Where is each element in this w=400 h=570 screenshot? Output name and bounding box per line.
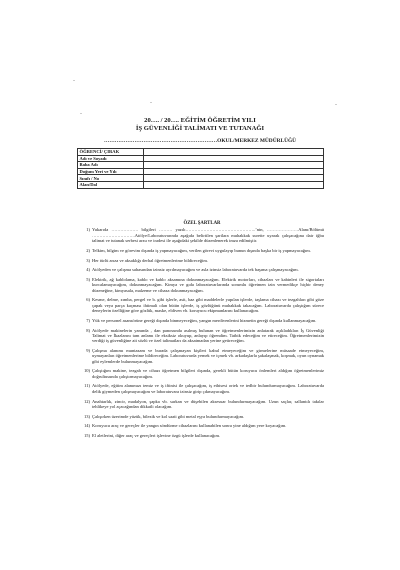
rule-item — [80, 433, 324, 438]
rule-text: Yük ve personel asansörüne gereği dışında binmeyeceğim, yangın merdivenlerini hizmetin gereği dışında kullanmayacağım. — [92, 317, 317, 323]
rule-text: Elektrik, ağ kablolama, kablo ve kablo aksamına dokunmayacağım. Elektrik motorları, cihazları ve kabinleri ile sigortaları kurcalamayacağım, dokunmayacağım. Kimya ve gıda laboratuvarlarında sorumlu öğretmen izin vermedikçe hiçbir deney düzeneğine, kimyasala, malzeme ve cihaza dokunmayacağım. — [92, 276, 324, 293]
rule-number: 8) — [86, 327, 90, 333]
table-row — [78, 168, 324, 175]
rule-text: Koruyucu araç ve gereçler ile yangın söndürme cihazlarını kullanabilen sonra yine aldığım yere koyacağım. — [92, 423, 287, 429]
rule-number: 13) — [84, 413, 90, 419]
section-title: ÖZEL ŞARTLAR — [183, 221, 221, 226]
rule-item — [80, 248, 324, 253]
rule-item — [80, 414, 324, 419]
table-row — [78, 149, 324, 156]
table-row — [78, 175, 324, 182]
field-label: Adı ve Soyadı — [78, 155, 144, 162]
field-label: Sınıfı / No — [78, 175, 144, 182]
rule-text: Telkim, bilgim ve görevim dışında iş yapmayacağım, verilen görevi uygulayıp bunun dışında başka bir iş yapmayacağım. — [92, 247, 311, 253]
rule-text: Atölyede makinelerin yanında , dan panosunda asılmış bulunan ve öğretmenlerimizin anlatarak açıkladıkları İş Güvenliği Talimat ve İkazlarını tam anlamı ile eksiksiz okuyup, anlayıp öğrendim. Tatbik edeceğim ve etireceğim. Öğretmenlerimizin verdiği iş güvenliğine ait sözlü ve özel talimatları da aksatmadan yerine getireceğim. — [92, 327, 324, 344]
table-heading: ÖĞRENCİ/ ÇIRAK — [78, 149, 144, 156]
rule-number: 12) — [84, 398, 90, 404]
rule-text: Çalışırken üzerimde yüzük, bilezik ve kol saati gibi metal eşya bulundurmayacağım. — [92, 413, 245, 419]
rule-item — [80, 227, 324, 243]
table-row — [78, 155, 324, 162]
rule-number: 11) — [84, 383, 90, 389]
field-value — [144, 168, 324, 175]
rule-number: 14) — [84, 423, 90, 429]
scan-mark: - — [73, 78, 75, 84]
rule-item — [80, 277, 324, 293]
rule-text: Anahtarlık, zincir, madalyon, şapka vb. sarkan ve düşebilen aksesuar bulundurmayacağım. Uzun saçlar, sallantılı takılar tehlikeye yol açacağından dikkatli olacağım. — [92, 398, 324, 409]
rule-text: El aletlerini, diğer araç ve gereçleri işlevine özgü işlerde kullanacağım. — [92, 433, 221, 439]
doc-title: İŞ GÜVENLİĞİ TALİMATI VE TUTANAĞI — [135, 125, 265, 132]
rule-text: Çalıştığım makine, tezgah ve cihazı öğretmen bilgileri dışında, gerekli bütün koruyucu önlemleri aldığım öğretmenlerimiz doğrultusunda çalıştırmayacağım. — [92, 368, 324, 379]
rule-item — [80, 399, 324, 410]
table-row — [78, 162, 324, 169]
rule-number: 10) — [84, 368, 90, 374]
rule-item — [80, 258, 324, 263]
field-label: Baba Adı — [78, 162, 144, 169]
rule-number: 4) — [86, 267, 90, 273]
school-line: ………………………………………………………OKUL/MERKEZ MÜDÜRLÜĞÜ — [103, 138, 297, 144]
field-value — [144, 162, 324, 169]
rule-item — [80, 318, 324, 323]
rule-number: 9) — [86, 347, 90, 353]
rule-item — [80, 383, 324, 394]
table-row — [78, 181, 324, 188]
rule-list — [80, 227, 324, 438]
rule-text: Atölyeden ve çalışma sahasından izinsiz ayrılmayacağım ve asla izinsiz laboratuvarda tek başıma çalışmayacağım. — [92, 267, 299, 273]
field-value — [144, 175, 324, 182]
rule-number: 7) — [86, 317, 90, 323]
special-conditions — [80, 221, 324, 443]
rule-number: 1) — [86, 227, 90, 233]
rule-number: 6) — [86, 297, 90, 303]
rule-item — [80, 297, 324, 313]
scan-mark: - — [150, 100, 152, 106]
rule-text: Yukarıda ……………… bilgileri ……… yazılı………………………………………..’nin, …………………Alanı/Bölümü ………………………..Atölye/Laboratuvarında aşağıda belirtilen şartlara muhakkak surette uyarak çalışacağına dair iğbu talimat ve tutanak serbest arzu ve iradesi ile aşağıdaki şekilde düzenlenerek imza edilmiştir. — [92, 227, 324, 244]
rule-item — [80, 368, 324, 379]
student-info-table — [77, 148, 324, 189]
rule-number: 15) — [84, 433, 90, 439]
doc-title-year: 20…. / 20…. EĞİTİM ÖĞRETİM YILI — [144, 117, 256, 124]
rule-text: Atölyede, eğitim alanımızı temiz ve iş iftinisi ile çalışacağım, iş ethisesi ortek ve tedbir bulundurmayacağım. Laboratuvarda delik giymeden çalışmayacağım ve laboratuvara izinsiz girip çıkmayacağım. — [92, 383, 324, 394]
scan-mark: - — [80, 111, 82, 117]
rule-number: 3) — [86, 257, 90, 263]
field-value — [144, 155, 324, 162]
rule-item — [80, 328, 324, 344]
rule-item — [80, 267, 324, 272]
field-label: Alan/Dal — [78, 181, 144, 188]
rule-number: 2) — [86, 247, 90, 253]
field-value — [144, 181, 324, 188]
rule-item — [80, 423, 324, 428]
rule-number: 5) — [86, 276, 90, 282]
rule-item — [80, 348, 324, 364]
scan-mark: - — [335, 102, 337, 108]
rule-text: Kesme, delme, zımba, pergel ve b. gibi işlerle, asit, baz gibi maddelerle yapılan işlerde, taşlama cihazı ve tezgahları gibi göze çapak veya parça kaçması ihtimali olan bütün işlerde, iş gözlüğünü muhakkak takacağım. Laboratuvarda çalıştığım sürece deneylerin özelliğine göre gözlük, maske, eldiven vb. koruyucu ekipmanlarını kullanacağım. — [92, 297, 324, 314]
field-label: Doğum Yeri ve Yılı — [78, 168, 144, 175]
table-value — [144, 149, 324, 156]
rule-text: Çalışma alanımı muntazam ve burada çalışmayan kişileri kabul etmeyeceğim ve girmelerine müsaade etmeyeceğim, uymayanları öğretmenlerime bildireceğim. Laboratuvarda yemek ve içmek vb. arkadaşlarla şakalaşmak, koşmak, oyun oynamak gibi eylemlerde bulunmayacağım. — [92, 347, 324, 364]
rule-text: Her türlü arıza ve aksaklığı derhal öğretmenlerime bildireceğim. — [92, 257, 208, 263]
